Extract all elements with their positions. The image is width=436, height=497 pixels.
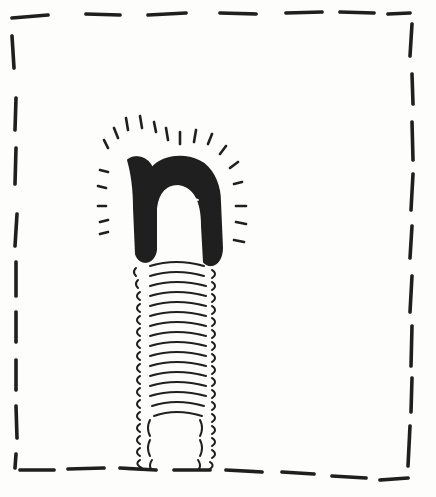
letter-n-solid-head	[128, 157, 222, 265]
arch-hatching	[160, 196, 198, 240]
letter-n-hatched-legs	[134, 262, 215, 470]
